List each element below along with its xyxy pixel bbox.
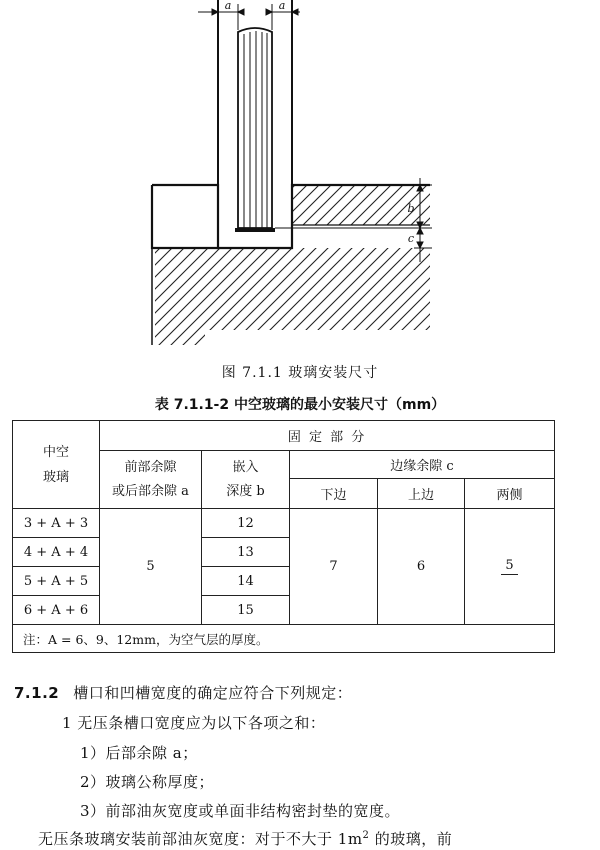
section-heading: [14, 682, 352, 703]
glass-installation-figure: [0, 0, 600, 360]
min-installation-size-table: [12, 420, 555, 653]
last-line-post: 的玻璃，前: [369, 830, 453, 848]
dim-label-b: b: [407, 202, 415, 215]
base-hatched-region: [155, 248, 430, 345]
header-fixed-part: 固 定 部 分: [100, 421, 555, 451]
section-number: 7.1.2: [14, 684, 60, 702]
header-embed-depth: 嵌入 深度 b: [202, 451, 290, 509]
sub-item-3: 3）前部油灰宽度或单面非结构密封垫的宽度。: [80, 802, 401, 820]
setting-block: [235, 228, 275, 232]
row-embed: 12: [202, 509, 290, 538]
dim-label-c: c: [407, 232, 415, 245]
row-glass: 5 + A + 5: [13, 567, 100, 596]
glass-pane: [238, 28, 272, 228]
frame-left-side: [152, 185, 218, 248]
row-glass: 3 + A + 3: [13, 509, 100, 538]
header-front-rear-clearance: 前部余隙 或后部余隙 a: [100, 451, 202, 509]
header-glass: 中空 玻璃: [13, 421, 100, 509]
value-bottom: 7: [290, 509, 378, 625]
last-line-sup: 2: [362, 830, 370, 841]
body-last-line: [38, 828, 452, 849]
value-top: 6: [378, 509, 465, 625]
last-line-pre: 无压条玻璃安装前部油灰宽度：对于不大于 1m: [38, 830, 363, 848]
header-top: 上边: [378, 479, 465, 509]
section-title: 槽口和凹槽宽度的确定应符合下列规定：: [73, 684, 353, 702]
value-sides: 5: [501, 558, 517, 575]
sub-item-2: 2）玻璃公称厚度；: [80, 773, 215, 791]
row-embed: 13: [202, 538, 290, 567]
row-embed: 15: [202, 596, 290, 625]
sub-item-1: 1）后部余隙 a；: [80, 744, 198, 762]
dim-label-a-right: a: [278, 0, 286, 12]
header-sides: 两侧: [465, 479, 555, 509]
dim-label-a-left: a: [224, 0, 232, 12]
row-embed: 14: [202, 567, 290, 596]
table-note: 注：A = 6、9、12mm，为空气层的厚度。: [13, 625, 555, 653]
header-edge-clearance: 边缘余隙 c: [290, 451, 555, 479]
item-1: 1 无压条槽口宽度应为以下各项之和：: [62, 714, 326, 732]
value-sides-cell: [465, 509, 555, 625]
value-front-rear: 5: [100, 509, 202, 625]
figure-caption: 图 7.1.1 玻璃安装尺寸: [221, 365, 379, 381]
table-caption: 表 7.1.1-2 中空玻璃的最小安装尺寸（mm）: [154, 397, 446, 413]
header-bottom: 下边: [290, 479, 378, 509]
row-glass: 6 + A + 6: [13, 596, 100, 625]
row-glass: 4 + A + 4: [13, 538, 100, 567]
